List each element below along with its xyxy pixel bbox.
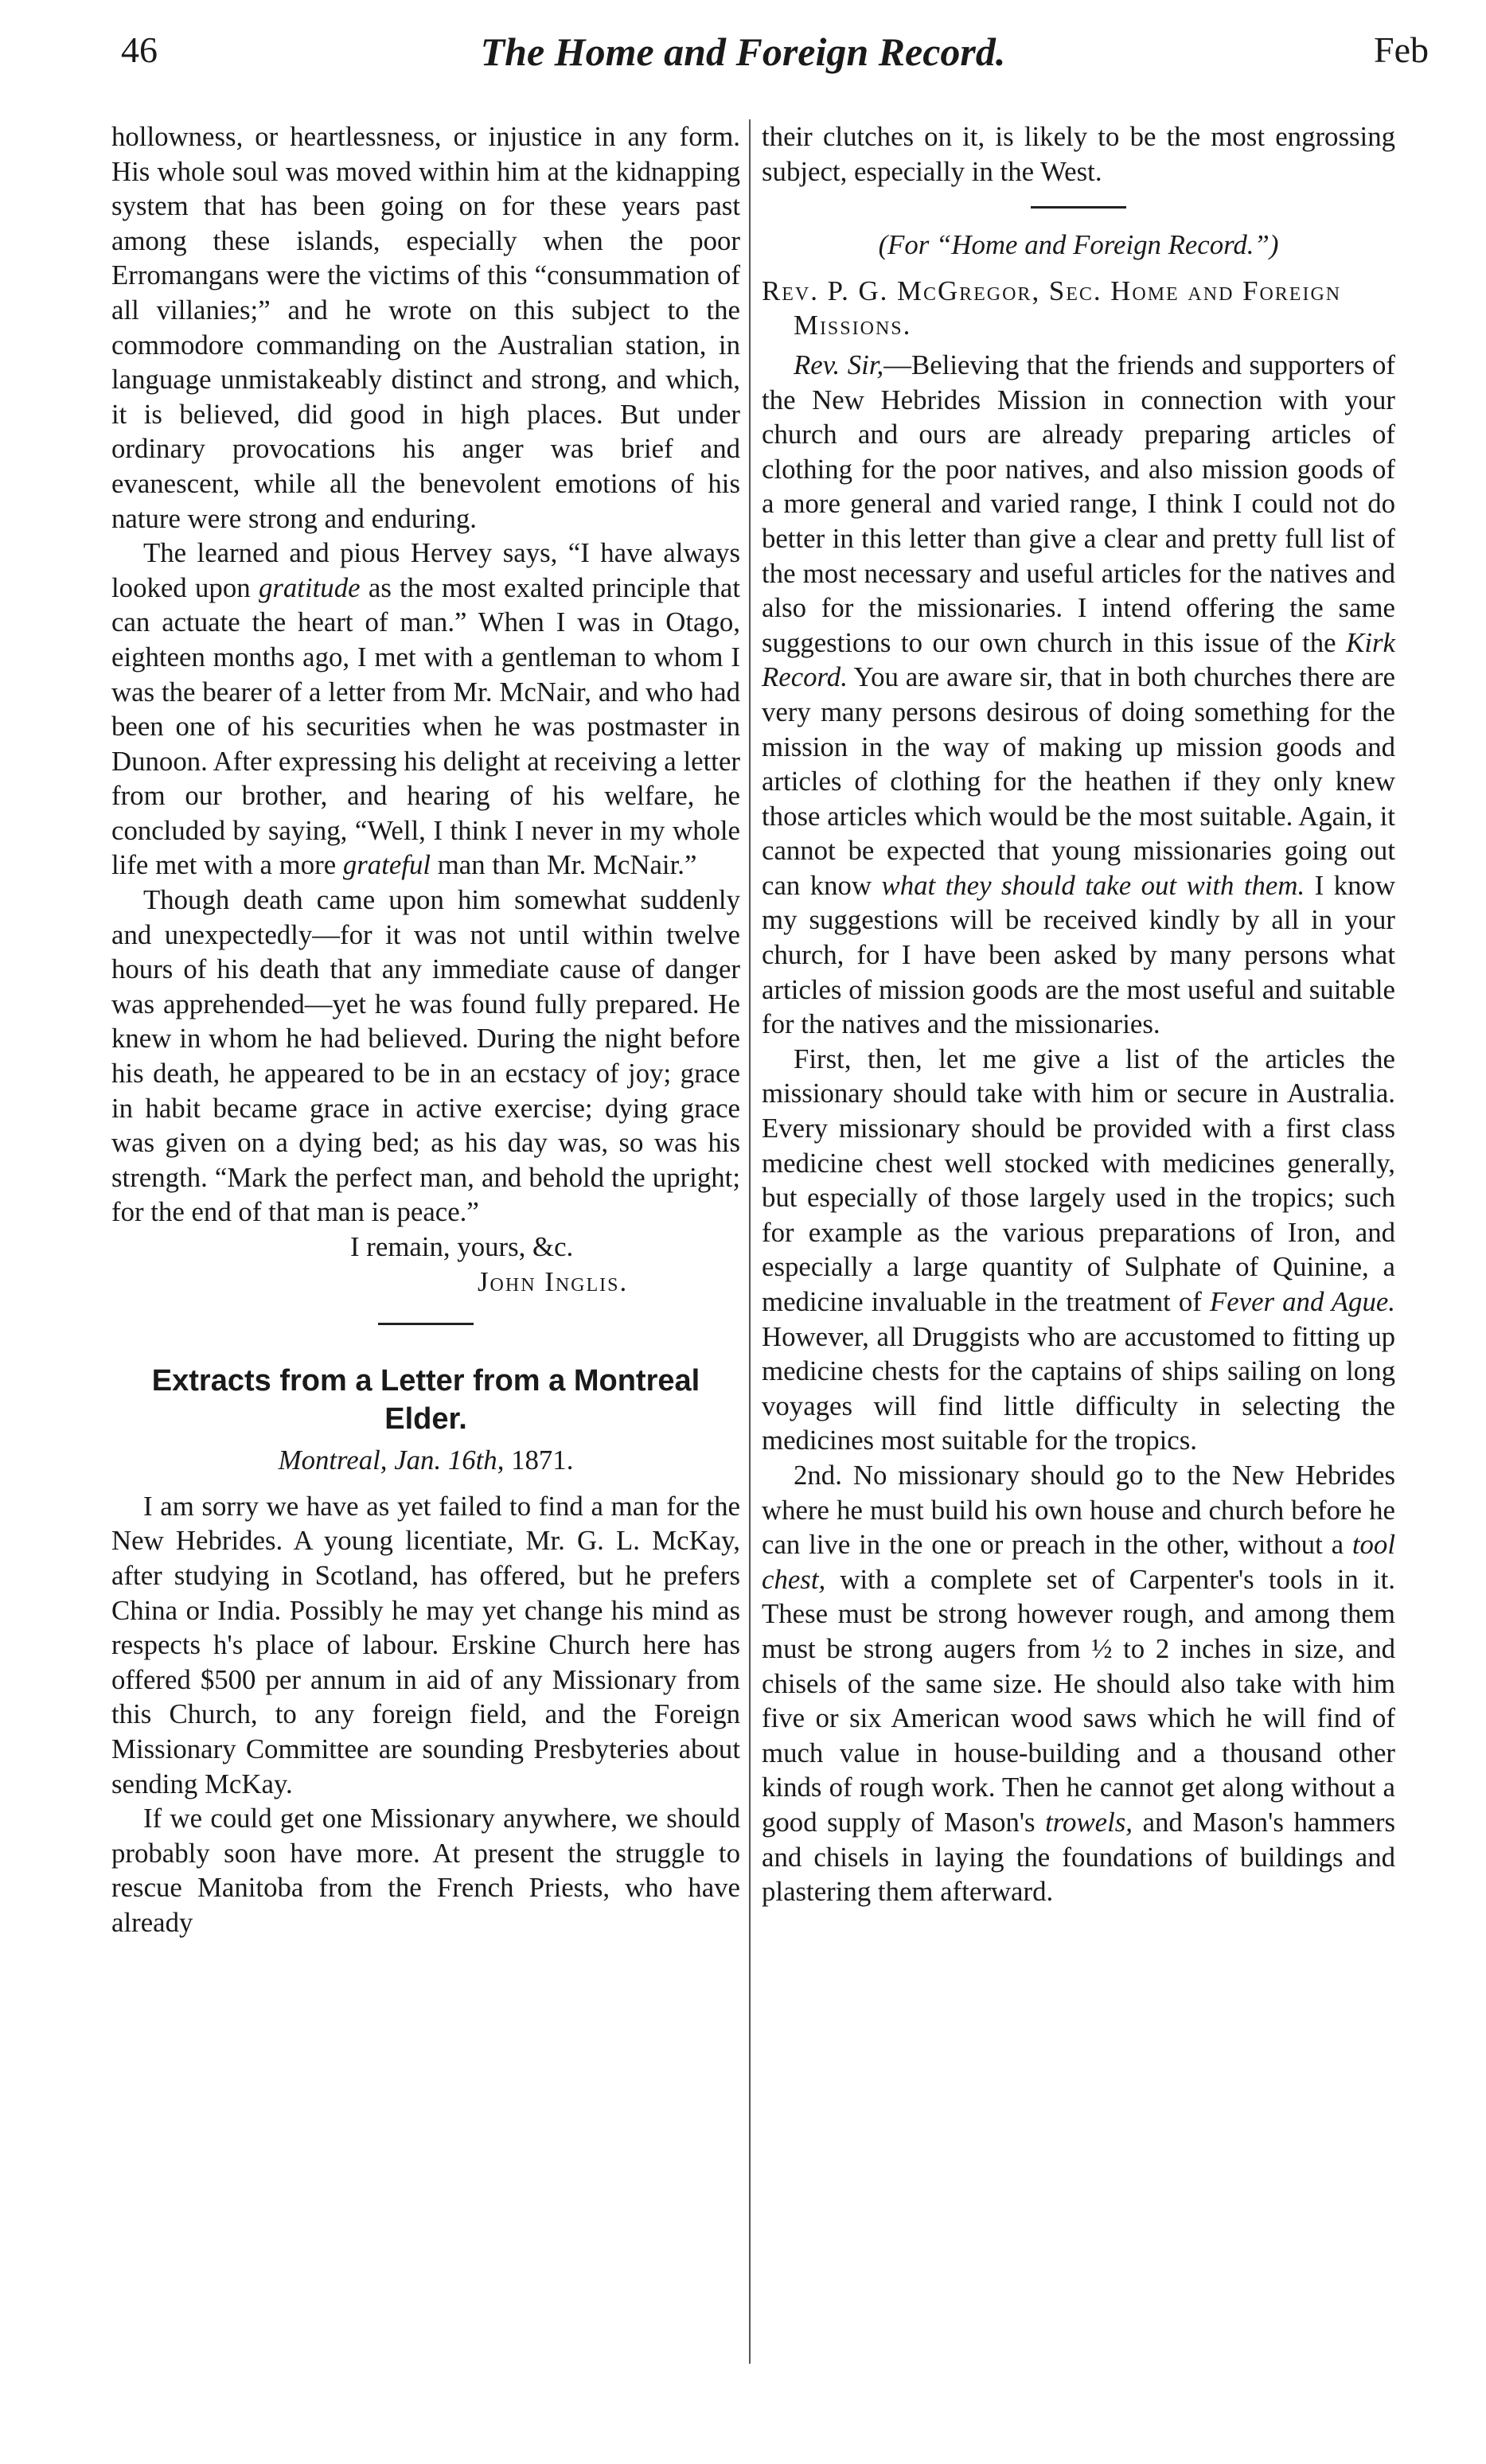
section-heading: Extracts from a Letter from a Montreal Elder.: [151, 1364, 700, 1437]
left-column: [111, 119, 740, 1940]
paragraph: their clutches on it, is likely to be the most engrossing subject, especially in the West.: [762, 121, 1395, 187]
right-column: [762, 119, 1395, 1909]
paragraph: 2nd. No missionary should go to the New Hebrides where he must build his own house and church before he can live in the one or preach in the other, without a tool chest, with a complete set of Carpenter's tools in it. These must be strong however rough, and among them must be strong augers from ½ to 2 inches in size, and chisels of the same size. He should also take with him five or six American wood saws which he will find of much value in house-building and a thousand other kinds of rough work. Then he cannot get along without a good supply of Mason's trowels, and Mason's hammers and chisels in laying the foundations of buildings and plastering them afterward.: [762, 1459, 1395, 1908]
page-number: 46: [121, 29, 158, 70]
column-divider: [749, 119, 751, 2364]
dateline: Montreal, Jan. 16th, 1871.: [278, 1444, 574, 1476]
paragraph: Rev. Sir,—Believing that the friends and supporters of the New Hebrides Mission in connection with your church and ours are already preparing articles of clothing for the poor natives, and also mission goods of a more general and varied range, I think I could not do better in this letter than give a clear and pretty full list of the most necessary and useful articles for the natives and also for the missionaries. I intend offering the same suggestions to our own church in this issue of the Kirk Record. You are aware sir, that in both churches there are very many persons desirous of doing something for the mission in the way of making up mission goods and articles of clothing for the heathen if they only knew those articles which would be the most suitable. Again, it cannot be expected that young missionaries going out can know what they should take out with them. I know my suggestions will be received kindly by all in your church, for I have been asked by many persons what articles of mission goods are the most useful and suitable for the natives and the missionaries.: [762, 349, 1396, 1040]
closing-line: I remain, yours, &c.: [350, 1231, 574, 1262]
paragraph: If we could get one Missionary anywhere, we should probably soon have more. At present the struggle to rescue Manitoba from the French Priests, who have already: [111, 1803, 740, 1938]
paragraph: The learned and pious Hervey says, “I have always looked upon gratitude as the most exalted principle that can actuate the heart of man.” When I was in Otago, eighteen months ago, I met with a gentleman to whom I was the bearer of a letter from Mr. McNair, and who had been one of his securities when he was postmaster in Dunoon. After expressing his delight at receiving a letter from our brother, and hearing of his welfare, he concluded by saying, “Well, I think I never in my whole life met with a more grateful man than Mr. McNair.”: [111, 537, 740, 881]
paragraph: I am sorry we have as yet failed to find a man for the New Hebrides. A young licentiate, Mr. G. L. McKay, after studying in Scotland, has offered, but he prefers China or India. Possibly he may yet change his mind as respects h's place of labour. Erskine Church here has offered $500 per annum in aid of any Missionary from this Church, to any foreign field, and the Foreign Missionary Committee are sounding Presbyteries about sending McKay.: [111, 1490, 740, 1799]
for-line: (For “Home and Foreign Record.”): [878, 229, 1279, 261]
running-title: The Home and Foreign Record.: [480, 29, 1006, 74]
running-month: Feb: [1374, 29, 1429, 70]
signature: John Inglis.: [478, 1265, 629, 1297]
paragraph: hollowness, or heartlessness, or injustice in any form. His whole soul was moved within him at the kidnapping system that has been going on for these years past among these islands, especially when the poor Erromangans were the victims of this “consummation of all villanies;” and he wrote on this subject to the commodore commanding on the Australian station, in language unmistakeably distinct and strong, and which, it is believed, did good in high places. But under ordinary provocations his anger was brief and evanescent, while all the benevolent emotions of his nature were strong and enduring.: [111, 121, 740, 534]
section-rule: [378, 1323, 474, 1325]
section-rule: [1031, 206, 1126, 209]
paragraph: Though death came upon him somewhat suddenly and unexpectedly—for it was not until within twelve hours of his death that any immediate cause of danger was apprehended—yet he was found fully prepared. He knew in whom he had believed. During the night before his death, he appeared to be in an ecstacy of joy; grace in habit became grace in active exercise; dying grace was given on a dying bed; as his day was, so was his strength. “Mark the perfect man, and behold the upright; for the end of that man is peace.”: [111, 884, 740, 1228]
addressee: Rev. P. G. McGregor, Sec. Home and Foreign Missions.: [762, 275, 1342, 341]
paragraph: First, then, let me give a list of the articles the missionary should take with him or secure in Australia. Every missionary should be provided with a first class medicine chest well stocked with medicines generally, but especially of those largely used in the tropics; such for example as the various preparations of Iron, and especially a large quantity of Sulphate of Quinine, a medicine invaluable in the treatment of Fever and Ague. However, all Druggists who are accustomed to fitting up medicine chests for the captains of ships sailing on long voyages will find little difficulty in selecting the medicines most suitable for the tropics.: [762, 1043, 1396, 1456]
